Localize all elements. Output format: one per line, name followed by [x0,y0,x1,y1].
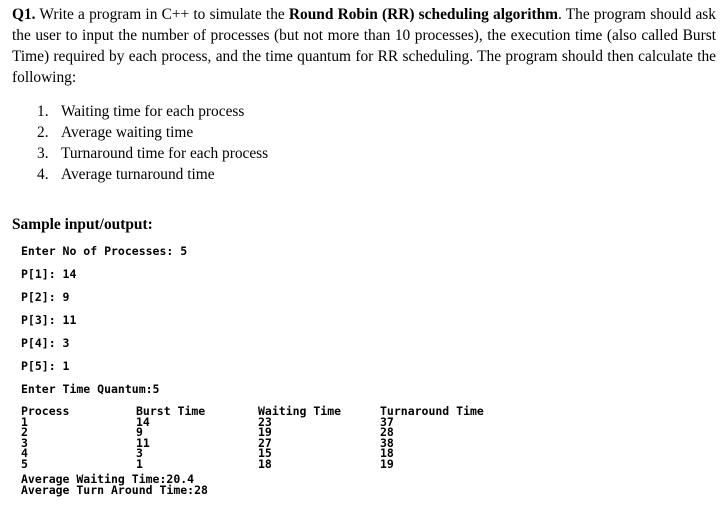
requirement-item: 1. Waiting time for each process [37,103,245,120]
table-cell: 19 [258,425,272,440]
question-body: . The program should ask the user to input the number of processes (but not more than 10 processes), the execution time (also called Burst Time) required by each process, and the time quantum for RR scheduling. The program should then calculate the following: [12,6,716,86]
column-header: Process [21,404,70,418]
table-cell: 11 [136,435,150,450]
average-waiting-time: Average Waiting Time:20.4 [21,472,195,486]
table-cell: 3 [136,446,143,461]
table-cell: 18 [380,446,394,461]
table-cell: 1 [136,456,143,471]
table-cell: 37 [380,414,394,429]
turnaround-column [380,406,484,470]
table-cell: 14 [136,414,150,429]
question-label: Q1. [12,6,36,23]
question-text [12,4,716,88]
sample-heading: Sample input/output: [12,216,153,233]
table-cell: 5 [21,456,28,471]
table-cell: 18 [258,456,272,471]
burst-input-line: P[2]: 9 [21,290,70,304]
table-cell: 28 [380,425,394,440]
burst-input-line: P[3]: 11 [21,313,77,327]
num-processes-prompt: Enter No of Processes: 5 [21,244,188,258]
requirements-list [37,101,268,185]
question-intro: Write a program in C++ to simulate the [35,6,289,23]
column-header: Waiting Time [258,404,342,418]
process-column [21,406,69,470]
table-cell: 3 [21,435,28,450]
average-turnaround-time: Average Turn Around Time:28 [21,483,208,497]
burst-input-line: P[5]: 1 [21,359,70,373]
algorithm-name: Round Robin (RR) scheduling algorithm [288,6,558,23]
table-cell: 2 [21,425,28,440]
requirement-item: 3. Turnaround time for each process [37,145,269,162]
burst-column [136,406,205,470]
table-cell: 15 [258,446,272,461]
quantum-prompt: Enter Time Quantum:5 [21,382,160,396]
burst-input-line: P[4]: 3 [21,336,70,350]
column-header: Turnaround Time [380,404,484,418]
table-cell: 9 [136,425,143,440]
table-cell: 27 [258,435,272,450]
waiting-column [258,406,341,470]
table-cell: 1 [21,414,28,429]
table-cell: 38 [380,435,394,450]
table-cell: 4 [21,446,28,461]
table-cell: 23 [258,414,272,429]
requirement-item: 4. Average turnaround time [37,166,215,183]
requirement-item: 2. Average waiting time [37,124,194,141]
table-cell: 19 [380,456,394,471]
burst-input-line: P[1]: 14 [21,267,77,281]
column-header: Burst Time [136,404,206,418]
